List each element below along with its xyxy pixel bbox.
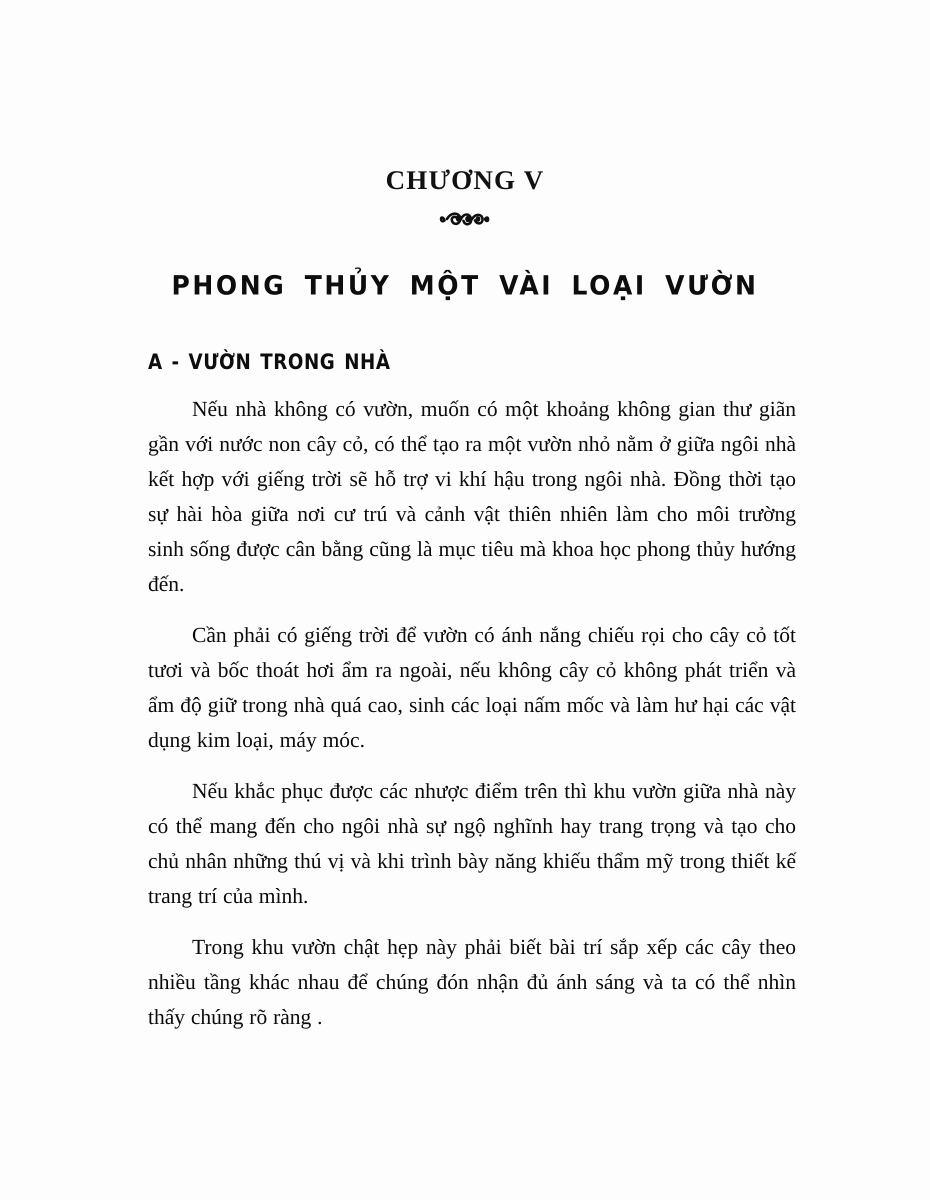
page-title: CHƯƠNG V <box>385 165 545 195</box>
floral-divider-ornament <box>0 208 930 238</box>
section-heading: PHONG THỦY MỘT VÀI LOẠI VƯỜN <box>171 269 759 301</box>
body-text <box>148 392 796 1035</box>
subsection-heading: A - VƯỜN TRONG NHÀ <box>148 349 391 375</box>
paragraph: Trong khu vườn chật hẹp này phải biết bài trí sắp xếp các cây theo nhiều tầng khác nhau để chúng đón nhận đủ ánh sáng và ta có thể nhìn thấy chúng rõ ràng . <box>148 935 796 1029</box>
paragraph: Cần phải có giếng trời để vườn có ánh nắng chiếu rọi cho cây cỏ tốt tươi và bốc thoát hơi ẩm ra ngoài, nếu không cây cỏ không phát triển và ẩm độ giữ trong nhà quá cao, sinh các loại nấm mốc và làm hư hại các vật dụng kim loại, máy móc. <box>148 623 796 752</box>
paragraph: Nếu nhà không có vườn, muốn có một khoảng không gian thư giãn gần với nước non cây cỏ, có thể tạo ra một vườn nhỏ nằm ở giữa ngôi nhà kết hợp với giếng trời sẽ hỗ trợ vi khí hậu trong ngôi nhà. Đồng thời tạo sự hài hòa giữa nơi cư trú và cảnh vật thiên nhiên làm cho môi trường sinh sống được cân bằng cũng là mục tiêu mà khoa học phong thủy hướng đến. <box>148 397 796 596</box>
paragraph: Nếu khắc phục được các nhược điểm trên thì khu vườn giữa nhà này có thể mang đến cho ngôi nhà sự ngộ nghĩnh hay trang trọng và tạo cho chủ nhân những thú vị và khi trình bày năng khiếu thẩm mỹ trong thiết kế trang trí của mình. <box>148 779 796 908</box>
